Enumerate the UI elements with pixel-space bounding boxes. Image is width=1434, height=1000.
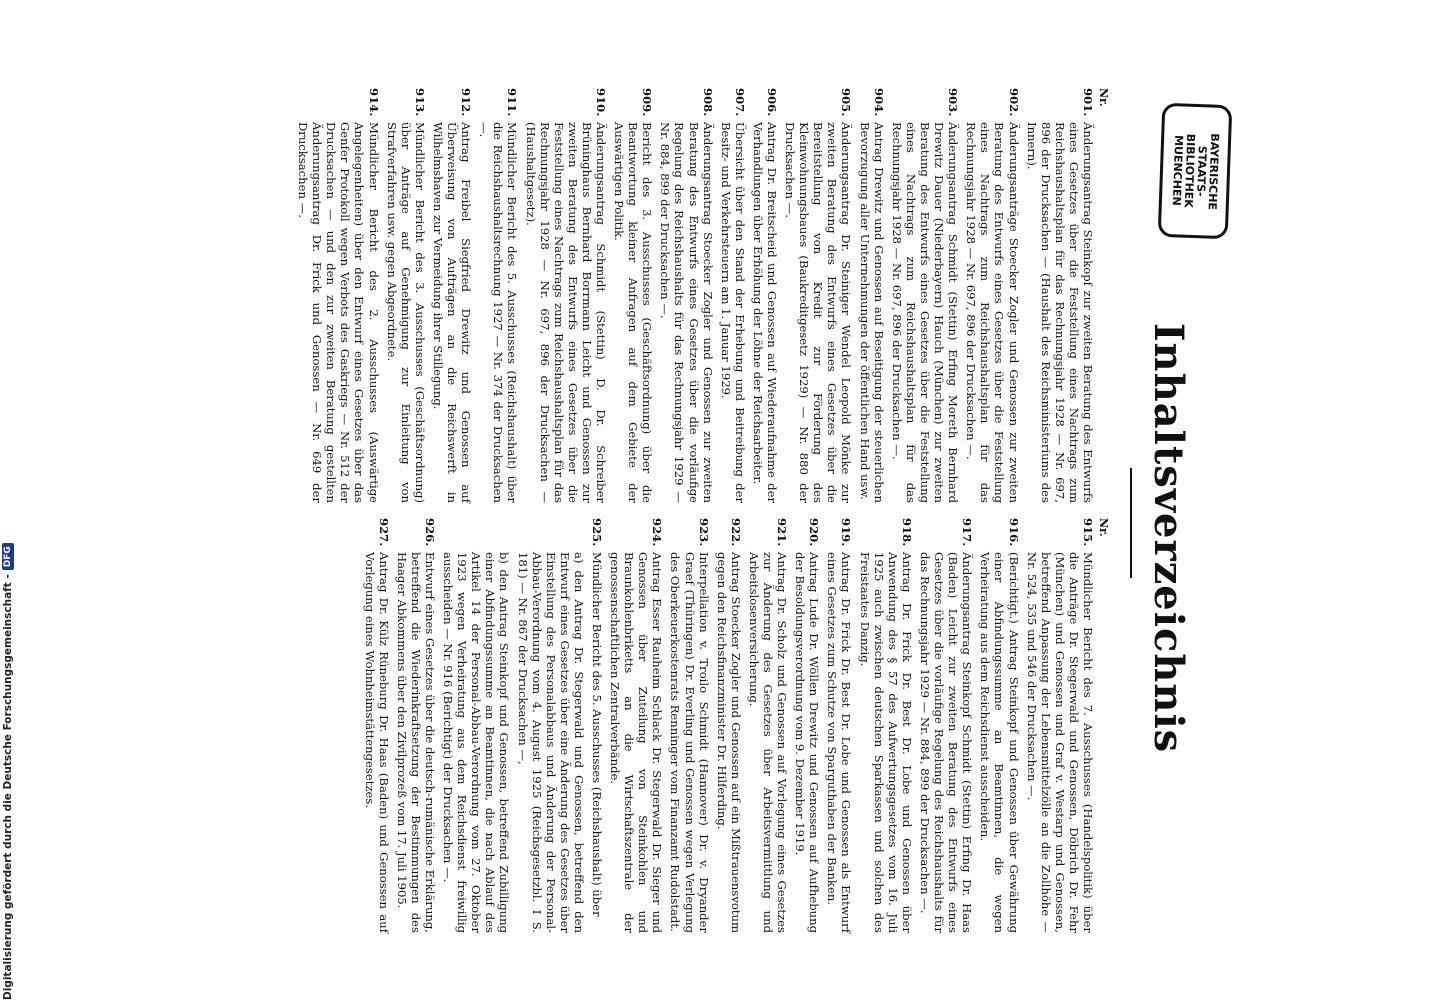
entry-number: 918. <box>899 518 914 547</box>
entry-number: 909. <box>640 88 655 117</box>
entry-number: 916. <box>1006 518 1021 547</box>
credit-text: Digitalisierung gefördert durch die Deutsche Forschungsgemeinschaft - <box>2 574 14 1000</box>
entry-text: Antrag Drewitz und Genossen auf Beseitigung der steuerlichen Bevorzugung aller Unternehmungen der öffentlichen Hand usw. <box>857 122 886 503</box>
entry-number: 910. <box>594 88 608 117</box>
toc-entry <box>441 518 511 933</box>
entry-text: Mündlicher Bericht des 5. Ausschusses (Reichshaushalt) über die Reichshaushaltsrechnung 1927 — Nr. 374 der Drucksachen —. <box>477 122 520 503</box>
entry-number: 915. <box>1081 518 1095 547</box>
toc-entry <box>1025 518 1095 933</box>
entry-number: 917. <box>960 518 975 547</box>
toc-entry <box>395 518 437 933</box>
nr-header-left: Nr. <box>1097 88 1110 107</box>
entry-number: 911. <box>505 88 520 117</box>
entry-text: Änderungsanträge Stoecker Zogler und Genossen zur zweiten Beratung des Entwurfs eines Gesetzes über die Feststellung eines Nachtrags zum Reichshaushaltsplan für das Rechnungsjahr 1928 — Nr. 697, 896 der Drucksachen —. <box>964 122 1021 503</box>
toc-entry <box>608 518 664 933</box>
entry-number <box>515 518 585 552</box>
library-stamp <box>1158 103 1233 239</box>
left-column <box>292 88 1110 503</box>
toc-entry <box>385 88 427 503</box>
entry-text: Änderungsantrag Schmidt (Stettin) Erfing Moreth Bernhard Drewitz Dauer (Niederbayern) Hauch (München) zur zweiten Beratung des Entwurfs eines Gesetzes über die Feststellung eines Nachtrags zum Reichshaushaltsplan für das Rechnungsjahr 1928 — Nr. 697, 896 der Drucksachen —. <box>889 122 961 503</box>
toc-entry <box>363 518 391 933</box>
stamp-line-1: BAYERISCHE <box>1205 133 1222 211</box>
entry-text: Antrag Freibel Siegfried Drewitz und Genossen auf Überweisung von Aufträgen an die Reichswerft in Wilhelmshaven zur Vermeidung ihrer Stillegung. <box>430 122 474 503</box>
entry-number: 913. <box>412 88 427 117</box>
entry-number: 914. <box>366 88 381 117</box>
toc-entry <box>751 88 779 503</box>
entry-text: Antrag Esser Rauheim Schlack Dr. Stegerwald Dr. Sieger und Genossen über Zuteilung von Steinkohlen und Braunkohlenbriketts an die Wirtschaftszentrale der genossenschaftlichen Zentralverbände. <box>608 552 665 933</box>
toc-entry <box>783 88 853 503</box>
entry-number: 912. <box>459 88 474 117</box>
toc-entry <box>715 518 743 933</box>
entry-text: Mündlicher Bericht des 3. Ausschusses (Geschäftsordnung) über Anträge auf Genehmigung zur Einleitung von Strafverfahren usw. gegen Abgeordnete. <box>384 122 427 503</box>
entry-number: 924. <box>650 518 665 547</box>
digitization-credit <box>2 10 14 1000</box>
page-title: Inhaltsverzeichnis <box>1145 322 1192 754</box>
title-rule <box>1130 468 1132 578</box>
digitization-credit-bar <box>0 0 22 1000</box>
toc-entry <box>978 518 1020 933</box>
entry-text: Interpellation v. Troilo Schmidt (Hannover) Dr. v. Dryander Graef (Thüringen) Dr. Everling und Genossen wegen Verlegung des Oberkeuerkostenrats Renninger vom Finanzamt Rudolstadt. <box>668 552 711 933</box>
toc-entry <box>793 518 821 933</box>
left-entry-list <box>296 88 1095 503</box>
entry-text: Antrag Dr. Breitscheid und Genossen auf Wiederaufnahme der Verhandlungen über Erhöhung der Löhne der Reichsarbeiter. <box>750 122 780 503</box>
entry-text: Antrag Dr. Frick Dr. Best Dr. Lobe und Genossen über Anwendung des § 57 des Aufwertungsgesetzes vom 16. Juli 1925 auch zwischen deutschen Sparkassen und solchen des Freistaates Danzig. <box>857 552 914 933</box>
toc-entry <box>523 88 608 503</box>
toc-entry <box>918 518 974 933</box>
toc-entry <box>719 88 747 503</box>
entry-number: 922. <box>728 518 743 547</box>
toc-entry <box>658 88 714 503</box>
entry-number: 904. <box>871 88 886 117</box>
entry-text: Änderungsantrag Steinkopf Schmidt (Stettin) Erfing Dr. Haas (Baden) Leicht zur zweiten Beratung des Entwurfs eines Gesetzes über die vorläufige Regelung des Reichshaushalts für das Rechnungsjahr 1929 — Nr. 884, 899 der Drucksachen —. <box>917 552 975 933</box>
toc-entry <box>964 88 1020 503</box>
entry-number: 920. <box>807 518 822 547</box>
entry-text: Entwurf eines Gesetzes über die deutsch-rumänische Erklärung, betreffend die Wiederinkraftsetzung der Bestimmungen des Haager Abkommens über den Zivilprozeß vom 17. Juli 1905. <box>394 552 437 933</box>
entry-number: 921. <box>775 518 790 547</box>
entry-text: Bericht des 3. Ausschusses (Geschäftsordnung) über die Beantwortung kleiner Anfragen auf dem Gebiete der Auswärtigen Politik. <box>612 122 655 503</box>
entry-number: 901. <box>1081 88 1095 117</box>
entry-number: 905. <box>839 88 854 117</box>
toc-entry <box>1025 88 1095 503</box>
toc-entry <box>858 88 886 503</box>
entry-text: Antrag Lude Dr. Wöllen Drewitz und Genossen auf Aufhebung der Besoldungsverordnung vom 9. Dezember 1919. <box>793 552 822 933</box>
right-column <box>359 518 1111 933</box>
right-entry-list <box>363 518 1096 933</box>
stamp-line-4: MUENCHEN <box>1169 134 1186 206</box>
entry-text: Antrag Dr. Scholz und Genossen auf Vorlegung eines Gesetzes zur Änderung des Gesetzes über Arbeitsvermittlung und Arbeitslosenversicherung. <box>746 552 790 933</box>
toc-entry <box>612 88 654 503</box>
toc-entry <box>431 88 473 503</box>
toc-entry <box>825 518 853 933</box>
entry-text: Mündlicher Bericht des 5. Ausschusses (Reichshaushalt) über <box>590 552 604 917</box>
entry-text: Änderungsantrag Steinkopf zur zweiten Beratung des Entwurfs eines Gesetzes über die Feststellung eines Nachtrags zum Reichshaushaltsplan für das Rechnungsjahr 1928 — Nr. 697, 896 der Drucksachen — (Haushalt des Reichsministeriums des Innern). <box>1024 122 1095 503</box>
toc-entry <box>890 88 960 503</box>
entry-number: 919. <box>839 518 854 547</box>
entry-number: 903. <box>946 88 961 117</box>
entry-text: Antrag Dr. Külz Rüneburg Dr. Haas (Baden) und Genossen auf Vorlegung eines Wohnheimstättengesetzes. <box>362 552 391 933</box>
entry-text: Übersicht über den Stand der Erhebung und Beitreibung der Besitz- und Verkehrsteuern am 1. Januar 1929. <box>718 122 747 503</box>
toc-entry <box>668 518 710 933</box>
entry-number: 926. <box>422 518 437 547</box>
dfg-logo-icon: DFG <box>2 543 14 570</box>
entry-text: Änderungsantrag Schmidt (Stettin) D. Dr. Schreiber Brüninghaus Bernhard Borrmann Leicht und Genossen zur zweiten Beratung des Entwurfs eines Gesetzes über die Feststellung eines Nachtrags zum Reichshaushaltsplan für das Rechnungsjahr 1928 — Nr. 697, 896 der Drucksachen — (Haushaltgesetz). <box>523 122 608 503</box>
entry-number: 906. <box>765 88 780 117</box>
nr-header-right: Nr. <box>1097 518 1110 537</box>
stamp-line-2: STAATS- <box>1194 145 1209 197</box>
entry-text: b) den Antrag Steinkopf und Genossen, betreffend Zubilligung einer Abfindungssumme an Beamtinnen, die nach Ablauf des Artikel 14 der Personal-Abbau-Verordnung vom 27. Oktober 1923 wegen Verheiratung aus dem Reichsdienst freiwillig ausscheiden — Nr. 916 (Berichtigt) der Drucksachen —. <box>441 552 512 933</box>
toc-entry <box>515 518 585 933</box>
toc-entry <box>296 88 381 503</box>
entry-number: 907. <box>732 88 747 117</box>
entry-text: Änderungsantrag Stoecker Zogler und Genossen zur zweiten Beratung des Entwurfs eines Gesetzes über die vorläufige Regelung des Reichshaushalts für das Rechnungsjahr 1929 — Nr. 884, 899 der Drucksachen —. <box>658 122 715 503</box>
entry-text: Änderungsantrag Dr. Steiniger Wendel Leopold Mönke zur zweiten Beratung des Entwurfs eines Gesetzes über die Bereitstellung von Kredit zur Förderung des Kleinwohnungsbaues (Baukreditgesetz 1929) — Nr. 880 der Drucksachen —. <box>783 122 854 503</box>
entry-number: 908. <box>700 88 715 117</box>
entry-text: Mündlicher Bericht des 7. Ausschusses (Handelspolitik) über die Anträge Dr. Stegerwald und Genossen, Döbrich Dr. Fehr (München) und Genossen und Graf v. Westarp und Genossen, betreffend Anpassung der Lebensmittelzölle an die Zollhöhe — Nr. 524, 535 und 546 der Drucksachen —. <box>1024 552 1095 933</box>
entry-number: 902. <box>1006 88 1021 117</box>
entry-text: Antrag Stoecker Zogler und Genossen auf ein Mißtrauensvotum gegen den Reichsfinanzminister Dr. Hilferding. <box>714 552 743 933</box>
stamp-line-3: BIBLIOTHEK <box>1181 133 1198 209</box>
toc-entry <box>477 88 519 503</box>
entry-text: a) den Antrag Dr. Stegerwald und Genossen, betreffend den Entwurf eines Gesetzes über eine Änderung des Gesetzes über Einstellung des Personalabbaus und Änderung der Personal-Abbau-Verordnung vom 4. August 1925 (Reichsgesetzbl. I S. 181) — Nr. 867 der Drucksachen —, <box>515 552 586 933</box>
entry-number <box>441 518 511 552</box>
document-page <box>100 88 1222 958</box>
entry-text: Antrag Dr. Frick Dr. Best Dr. Lobe und Genossen als Entwurf eines Gesetzes zum Schutze von Sparguthaben der Banken. <box>825 552 854 933</box>
entry-number: 925. <box>590 518 604 547</box>
entry-text: (Berichtigt.) Antrag Steinkopf und Genossen über Gewährung einer Abfindungssumme an Beamtinnen, die wegen Verheiratung aus dem Reichsdienst ausscheiden. <box>978 552 1021 933</box>
toc-entry <box>858 518 914 933</box>
toc-entry <box>747 518 789 933</box>
entry-text: Mündlicher Bericht des 2. Ausschusses (Auswärtige Angelegenheiten) über den Entwurf eines Gesetzes über das Genfer Protokoll wegen Verbots des Gaskriegs — Nr. 512 der Drucksachen — und den zur zweiten Beratung gestellten Änderungsantrag Dr. Frick und Genossen — Nr. 649 der Drucksachen —. <box>296 122 381 503</box>
entry-number: 927. <box>376 518 391 547</box>
entry-number: 923. <box>696 518 711 547</box>
toc-entry <box>590 518 604 933</box>
